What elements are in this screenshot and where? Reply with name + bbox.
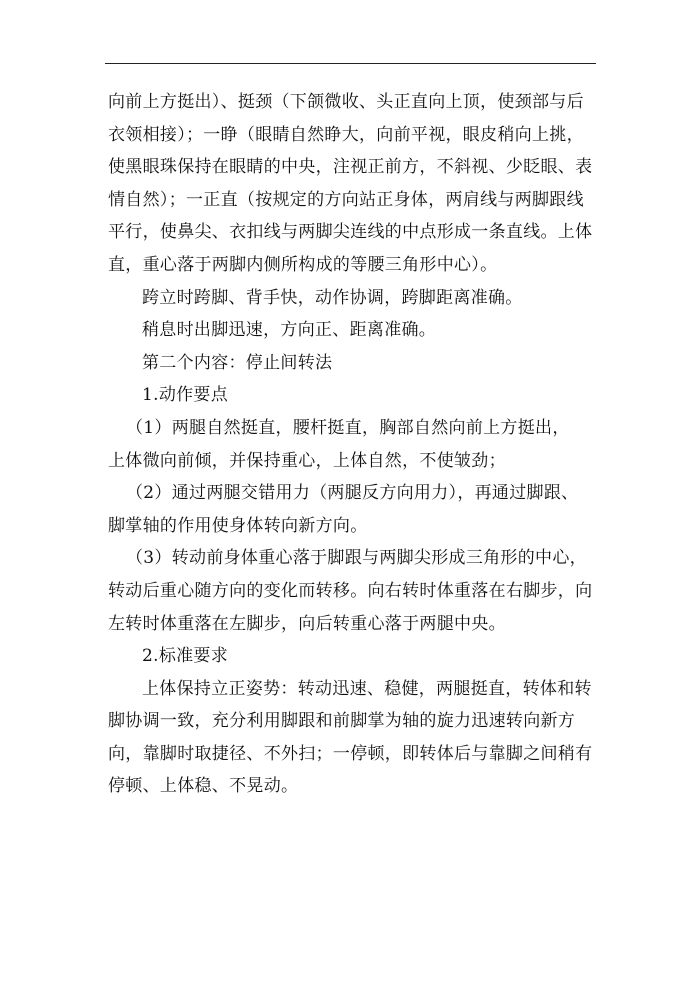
text-line: （1）两腿自然挺直，腰杆挺直，胸部自然向前上方挺出， <box>126 417 570 438</box>
text-line: 稍息时出脚迅速，方向正、距离准确。 <box>142 320 437 341</box>
text-line: 跨立时跨脚、背手快，动作协调，跨脚距离准确。 <box>142 287 523 308</box>
text-line: 平行，使鼻尖、衣扣线与两脚尖连线的中点形成一条直线。上体 <box>108 222 593 243</box>
text-line: 向前上方挺出）、挺颈（下颌微收、头正直向上顶，使颈部与后 <box>108 92 584 112</box>
paragraph-point-3 <box>108 542 598 640</box>
paragraph-standards <box>108 673 598 803</box>
text-line: 使黑眼珠保持在眼睛的中央，注视正前方，不斜视、少眨眼、表 <box>108 157 593 178</box>
document-body <box>108 86 598 803</box>
text-line: 情自然）；一正直（按规定的方向站正身体，两肩线与两脚跟线 <box>108 189 584 210</box>
text-line: 脚掌轴的作用使身体转向新方向。 <box>108 515 368 536</box>
text-line: 左转时体重落在左脚步，向后转重心落于两腿中央。 <box>108 613 506 634</box>
subheading-action-points <box>108 379 598 412</box>
text-line: 第二个内容：停止间转法 <box>142 352 333 373</box>
header-rule <box>105 63 596 64</box>
paragraph-point-2 <box>108 477 598 542</box>
section-heading-turning <box>108 347 598 380</box>
text-line: 衣领相接）；一睁（眼睛自然睁大，向前平视，眼皮稍向上挑， <box>108 124 584 145</box>
text-line: 直，重心落于两脚内侧所构成的等腰三角形中心）。 <box>108 254 498 275</box>
text-line: 转动后重心随方向的变化而转移。向右转时体重落在右脚步，向 <box>108 580 593 601</box>
text-line: 脚协调一致，充分利用脚跟和前脚掌为轴的旋力迅速转向新方 <box>108 711 576 732</box>
text-line: （3）转动前身体重心落于脚跟与两脚尖形成三角形的中心， <box>126 548 587 569</box>
text-line: 1.动作要点 <box>142 385 229 406</box>
subheading-standards <box>108 640 598 673</box>
text-line: 上体微向前倾，并保持重心，上体自然，不使皱劲； <box>108 450 506 471</box>
paragraph-posture-details <box>108 86 598 282</box>
text-line: 2.标准要求 <box>142 646 229 667</box>
paragraph-stride-stand <box>108 282 598 315</box>
text-line: 上体保持立正姿势：转动迅速、稳健，两腿挺直，转体和转 <box>142 678 592 699</box>
paragraph-point-1 <box>108 412 598 477</box>
text-line: 向，靠脚时取捷径、不外扫；一停顿，即转体后与靠脚之间稍有 <box>108 743 593 764</box>
text-line: 停顿、上体稳、不晃动。 <box>108 776 299 797</box>
text-line: （2）通过两腿交错用力（两腿反方向用力），再通过脚跟、 <box>126 483 579 504</box>
paragraph-at-ease <box>108 314 598 347</box>
